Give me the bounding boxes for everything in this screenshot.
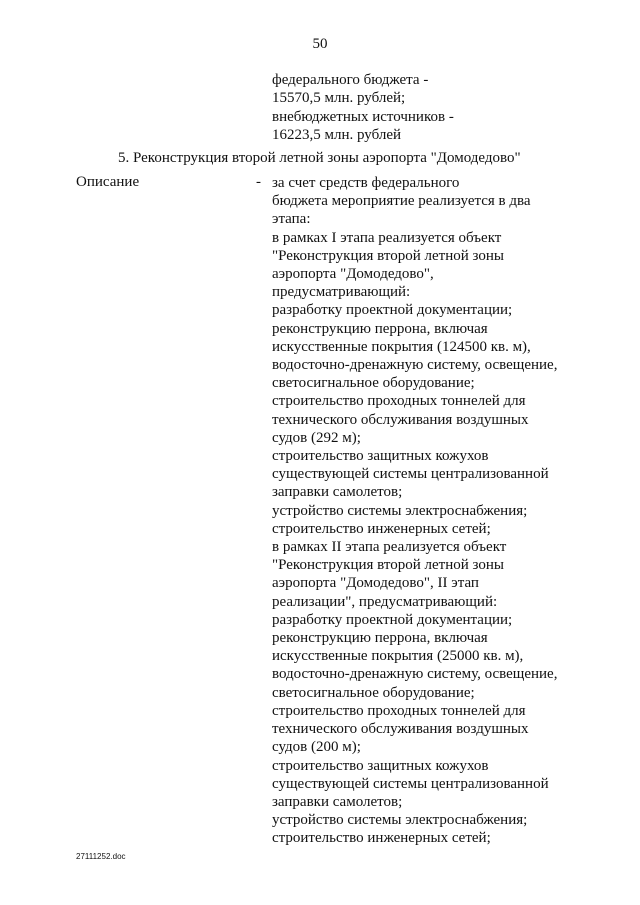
funding-line: 16223,5 млн. рублей: [272, 126, 402, 143]
description-line: заправки самолетов;: [272, 484, 403, 501]
description-line: строительство проходных тоннелей для: [272, 702, 526, 719]
description-line: заправки самолетов;: [272, 793, 403, 810]
description-line: водосточно-дренажную систему, освещение,: [272, 357, 558, 374]
description-line: этапа:: [272, 211, 311, 228]
description-line: строительство инженерных сетей;: [272, 520, 491, 537]
description-line: строительство проходных тоннелей для: [272, 393, 526, 410]
description-line: в рамках II этапа реализуется объект: [272, 539, 507, 556]
description-line: строительство инженерных сетей;: [272, 830, 491, 847]
footer-filename: 27111252.doc: [76, 852, 126, 861]
description-line: реконструкцию перрона, включая: [272, 320, 488, 337]
section-heading: 5. Реконструкция второй летной зоны аэропорта "Домодедово": [118, 150, 521, 166]
description-line: реализации", предусматривающий:: [272, 593, 498, 610]
funding-block: [272, 71, 454, 144]
description-line: "Реконструкция второй летной зоны: [272, 247, 504, 264]
description-line: аэропорта "Домодедово", II этап: [272, 575, 479, 592]
description-line: реконструкцию перрона, включая: [272, 630, 488, 647]
description-line: устройство системы электроснабжения;: [272, 502, 528, 519]
description-line: технического обслуживания воздушных: [272, 411, 529, 428]
description-body: [272, 174, 557, 848]
page-number: 50: [312, 36, 328, 52]
funding-line: внебюджетных источников -: [272, 108, 454, 125]
description-line: за счет средств федерального: [272, 175, 460, 191]
funding-line: федерального бюджета -: [272, 72, 429, 88]
description-line: существующей системы централизованной: [272, 775, 549, 792]
description-line: бюджета мероприятие реализуется в два: [272, 193, 531, 210]
description-label: Описание: [76, 174, 140, 190]
description-line: водосточно-дренажную систему, освещение,: [272, 666, 558, 683]
description-line: аэропорта "Домодедово",: [272, 266, 434, 283]
description-line: строительство защитных кожухов: [272, 448, 489, 465]
description-line: искусственные покрытия (25000 кв. м),: [272, 648, 524, 665]
description-line: судов (200 м);: [272, 739, 361, 756]
description-line: устройство системы электроснабжения;: [272, 812, 528, 829]
description-line: предусматривающий:: [272, 284, 411, 301]
description-line: технического обслуживания воздушных: [272, 721, 529, 738]
description-line: в рамках I этапа реализуется объект: [272, 229, 502, 246]
description-dash: -: [256, 174, 261, 190]
description-line: судов (292 м);: [272, 429, 361, 446]
description-line: светосигнальное оборудование;: [272, 375, 475, 392]
description-line: строительство защитных кожухов: [272, 757, 489, 774]
description-line: существующей системы централизованной: [272, 466, 549, 483]
description-line: разработку проектной документации;: [272, 302, 513, 319]
description-line: "Реконструкция второй летной зоны: [272, 557, 504, 574]
funding-line: 15570,5 млн. рублей;: [272, 90, 406, 107]
description-line: светосигнальное оборудование;: [272, 684, 475, 701]
description-line: разработку проектной документации;: [272, 611, 513, 628]
description-line: искусственные покрытия (124500 кв. м),: [272, 338, 531, 355]
